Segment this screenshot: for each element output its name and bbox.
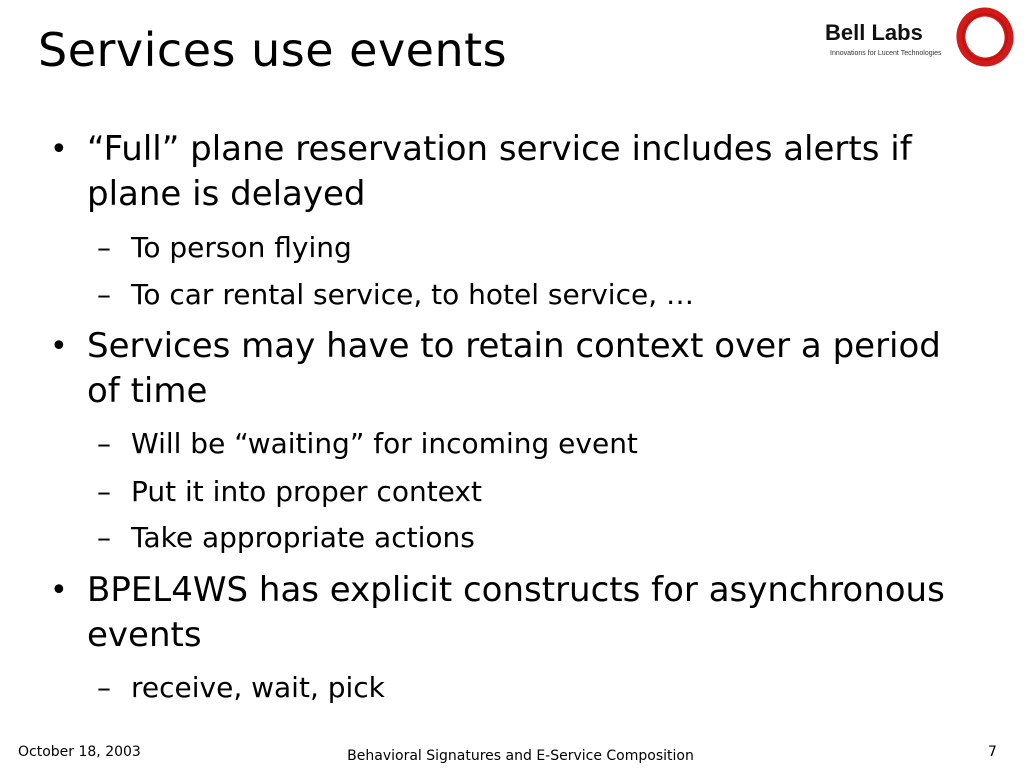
sub-bullet-item: [97, 519, 961, 557]
slide-title: Services use events: [38, 23, 508, 77]
bullet-marker: •: [50, 573, 68, 608]
bullet-text: Services may have to retain context over a period of time: [87, 326, 941, 411]
bullet-item: [50, 324, 967, 414]
sub-bullet-text: receive, wait, pick: [131, 671, 385, 704]
bullet-marker: •: [50, 132, 68, 167]
logo-name: Bell Labs: [825, 20, 923, 45]
bullet-item: [50, 127, 967, 217]
sub-bullet-item: [97, 669, 961, 707]
sub-bullet-item: [97, 276, 961, 314]
sub-bullet-marker: –: [97, 521, 111, 554]
page-number: 7: [988, 744, 997, 760]
sub-bullet-item: [97, 229, 961, 267]
bullet-item: [50, 568, 967, 658]
sub-bullet-text: To person flying: [131, 231, 352, 264]
sub-bullet-text: Will be “waiting” for incoming event: [131, 427, 638, 460]
sub-bullet-marker: –: [97, 475, 111, 508]
bullet-text: BPEL4WS has explicit constructs for asynchronous events: [87, 570, 945, 655]
sub-bullet-marker: –: [97, 427, 111, 460]
sub-bullet-item: [97, 425, 961, 463]
sub-bullet-marker: –: [97, 278, 111, 311]
footer-date: October 18, 2003: [18, 744, 141, 760]
sub-bullet-item: [97, 473, 961, 511]
bullet-text: “Full” plane reservation service includes alerts if plane is delayed: [87, 129, 912, 214]
bullet-marker: •: [50, 329, 68, 364]
sub-bullet-marker: –: [97, 671, 111, 704]
footer-title: Behavioral Signatures and E-Service Composition: [347, 748, 694, 764]
sub-bullet-text: Put it into proper context: [131, 475, 482, 508]
logo-tagline: Innovations for Lucent Technologies: [830, 50, 942, 57]
sub-bullet-marker: –: [97, 231, 111, 264]
sub-bullet-text: To car rental service, to hotel service, …: [131, 278, 694, 311]
sub-bullet-text: Take appropriate actions: [131, 521, 475, 554]
